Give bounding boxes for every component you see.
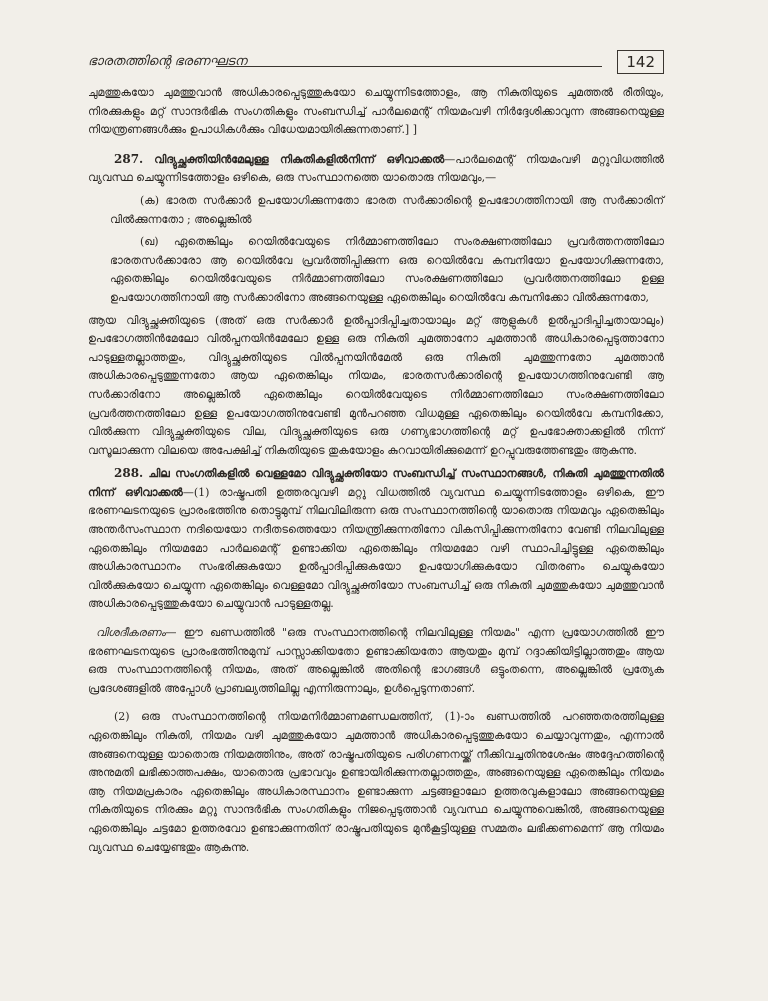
clause-a: (ക) ഭാരത സർക്കാർ ഉപയോഗിക്കുന്നതോ ഭാരത സർക്കാരിന്റെ ഉപഭോഗത്തിനായി ആ സർക്കാരിന് വിൽക്കുന്നതോ ; അല്ലെങ്കിൽ bbox=[110, 193, 664, 226]
section-287-continuation: ആയ വിദ്യുച്ഛക്തിയുടെ (അത് ഒരു സർക്കാർ ഉൽപ്പാദിപ്പിച്ചതായാലും മറ്റ് ആളുകൾ ഉൽപ്പാദിപ്പിച്ചതായാലും) ഉപഭോഗത്തിൻമേലോ വിൽപ്പനയിൻമേലോ ഉള്ള ഒരു നികുതി ചുമത്താനോ ചുമത്താൻ അധികാരപ്പെടുത്താനോ പാടുള്ളതല്ലാത്തതും, വിദ്യുച്ഛക്തിയുടെ വിൽപ്പനയിൻമേൽ ഒരു നികുതി ചുമത്തുന്നതോ ചുമത്താൻ അധികാരപ്പെടുത്തുന്നതോ ആയ ഏതെങ്കിലും നിയമം, ഭാരതസർക്കാരിന്റെ ഉപയോഗത്തിനുവേണ്ടി ആ സർക്കാരിനോ അല്ലെങ്കിൽ ഏതെങ്കിലും റെയിൽവേയുടെ നിർമ്മാണത്തിലോ സംരക്ഷണത്തിലോ പ്രവർത്തനത്തിലോ ഉള്ള ഉപയോഗത്തിനുവേണ്ടി മുൻപറഞ്ഞ വിധമുള്ള ഏതെങ്കിലും റെയിൽവേ കമ്പനിക്കോ, വിൽക്കുന്ന വിദ്യുച്ഛക്തിയുടെ വില, വിദ്യുച്ഛക്തിയുടെ ഒരു ഗണ്യഭാഗത്തിന്റെ മറ്റ് ഉപഭോക്താക്കളിൽ നിന്ന് വസൂലാക്കുന്ന വിലയെ അപേക്ഷിച്ച് നികുതിയുടെ തുകയോളം കുറവായിരിക്കുമെന്ന് ഉറപ്പുവരുത്തേണ്ടതും ആകുന്നു. bbox=[88, 313, 664, 457]
header-rule bbox=[216, 66, 602, 67]
clause-b: (ഖ) ഏതെങ്കിലും റെയിൽവേയുടെ നിർമ്മാണത്തിലോ സംരക്ഷണത്തിലോ പ്രവർത്തനത്തിലോ ഭാരതസർക്കാരോ ആ റെയിൽവേ പ്രവർത്തിപ്പിക്കുന്ന ഒരു റെയിൽവേ കമ്പനിയോ ഉപയോഗിക്കുന്നതോ, ഏതെങ്കിലും റെയിൽവേയുടെ നിർമ്മാണത്തിലോ സംരക്ഷണത്തിലോ പ്രവർത്തനത്തിലോ ഉള്ള ഉപയോഗത്തിനായി ആ സർക്കാരിനോ അങ്ങനെയുള്ള ഏതെങ്കിലും റെയിൽവേ കമ്പനിക്കോ വിൽക്കുന്നതോ, bbox=[110, 235, 664, 304]
page-number: 142 bbox=[617, 50, 664, 74]
paragraph-continuation: ചുമത്തുകയോ ചുമത്തുവാൻ അധികാരപ്പെടുത്തുകയോ ചെയ്യുന്നിടത്തോളം, ആ നികുതിയുടെ ചുമത്തൽ രീതിയും, നിരക്കുകളും മറ്റ് സാന്ദർഭിക സംഗതികളും സംബന്ധിച്ച് പാർലമെന്റ് നിയമംവഴി നിർദ്ദേശിക്കാവുന്ന അങ്ങനെയുള്ള നിയന്ത്രണങ്ങൾക്കും ഉപാധികൾക്കും വിധേയമായിരിക്കുന്നതാണ്.] ] bbox=[88, 86, 664, 137]
section-288-body: —(1) രാഷ്ട്രപതി ഉത്തരവുവഴി മറ്റു വിധത്തിൽ വ്യവസ്ഥ ചെയ്യുന്നിടത്തോളം ഒഴികെ, ഈ ഭരണഘടനയുടെ പ്രാരംഭത്തിനു തൊട്ടുമുമ്പ് നിലവിലിരുന്ന ഒരു സംസ്ഥാനത്തിന്റെ യാതൊരു നിയമവും ഏതെങ്കിലും അന്തർസംസ്ഥാന നദിയെയോ നദീതടത്തെയോ നിയന്ത്രിക്കുന്നതിനോ വികസിപ്പിക്കുന്നതിനോ വേണ്ടി നിലവിലുള്ള ഏതെങ്കിലും നിയമമോ പാർലമെന്റ് ഉണ്ടാക്കിയ ഏതെങ്കിലും നിയമമോ വഴി സ്ഥാപിച്ചിട്ടുള്ള ഏതെങ്കിലും അധികാരസ്ഥാനം സംഭരിക്കുകയോ ഉൽപ്പാദിപ്പിക്കുകയോ ഉപയോഗിക്കുകയോ വിതരണം ചെയ്യുകയോ വിൽക്കുകയോ ചെയ്യുന്ന ഏതെങ്കിലും വെള്ളമോ വിദ്യുച്ഛക്തിയോ സംബന്ധിച്ച് ഒരു നികുതി ചുമത്തുകയോ ചുമത്തുവാൻ അധികാരപ്പെടുത്തുകയോ ചെയ്യുവാൻ പാടുള്ളതല്ല. bbox=[88, 485, 664, 611]
section-287-number: 287. bbox=[114, 151, 144, 166]
section-287-heading: വിദ്യുച്ഛക്തിയിൻമേലുള്ള നികുതികളിൽനിന്ന് ഒഴിവാക്കൽ bbox=[154, 152, 445, 166]
section-288-clause-2: (2) ഒരു സംസ്ഥാനത്തിന്റെ നിയമനിർമ്മാണമണ്ഡലത്തിന്, (1)-ാം ഖണ്ഡത്തിൽ പറഞ്ഞതരത്തിലുള്ള ഏതെങ്കിലും നികുതി, നിയമം വഴി ചുമത്തുകയോ ചുമത്താൻ അധികാരപ്പെടുത്തുകയോ ചെയ്യാവുന്നതും, എന്നാൽ അങ്ങനെയുള്ള യാതൊരു നിയമത്തിനും, അത് രാഷ്ട്രപതിയുടെ പരിഗണനയ്ക്ക് നീക്കിവച്ചതിനുശേഷം അദ്ദേഹത്തിന്റെ അനുമതി ലഭിക്കാത്തപക്ഷം, യാതൊരു പ്രഭാവവും ഉണ്ടായിരിക്കുന്നതല്ലാത്തതും, അങ്ങനെയുള്ള ഏതെങ്കിലും നിയമം ആ നിയമപ്രകാരം ഏതെങ്കിലും അധികാരസ്ഥാനം ഉണ്ടാക്കുന്ന ചട്ടങ്ങളാലോ ഉത്തരവുകളാലോ അങ്ങനെയുള്ള നികുതിയുടെ നിരക്കും മറ്റു സാന്ദർഭിക സംഗതികളും നിജപ്പെടുത്താൻ വ്യവസ്ഥ ചെയ്യുന്നുവെങ്കിൽ, അങ്ങനെയുള്ള ഏതെങ്കിലും ചട്ടമോ ഉത്തരവോ ഉണ്ടാക്കുന്നതിന് രാഷ്ട്രപതിയുടെ മുൻകൂട്ടിയുള്ള സമ്മതം ലഭിക്കണമെന്ന് ആ നിയമം വ്യവസ്ഥ ചെയ്യേണ്ടതും ആകുന്നു. bbox=[88, 710, 664, 854]
running-title: ഭാരതത്തിന്റെ ഭരണഘടന bbox=[88, 54, 247, 69]
section-287 bbox=[88, 150, 664, 188]
section-288-heading: ചില സംഗതികളിൽ വെള്ളമോ വിദ്യുച്ഛക്തിയോ സംബന്ധിച്ച് സംസ്ഥാനങ്ങൾ, നികുതി ചുമത്തുന്നതിൽ നിന്ന് ഒഴിവാക്കൽ bbox=[88, 467, 664, 499]
section-287-body: —പാർലമെന്റ് നിയമംവഴി മറ്റുവിധത്തിൽ വ്യവസ്ഥ ചെയ്യുന്നിടത്തോളം ഒഴികെ, ഒരു സംസ്ഥാനത്തെ യാതൊരു നിയമവും,— bbox=[88, 152, 664, 185]
explanation-body: — ഈ ഖണ്ഡത്തിൽ "ഒരു സംസ്ഥാനത്തിന്റെ നിലവിലുള്ള നിയമം" എന്ന പ്രയോഗത്തിൽ ഈ ഭരണഘടനയുടെ പ്രാരംഭത്തിനുമുമ്പ് പാസ്സാക്കിയതോ ഉണ്ടാക്കിയതോ ആയതും മുമ്പ് റദ്ദാക്കിയിട്ടില്ലാത്തതും ആയ ഒരു സംസ്ഥാനത്തിന്റെ നിയമം, അത് അല്ലെങ്കിൽ അതിന്റെ ഭാഗങ്ങൾ ഒട്ടുംതന്നെ, അല്ലെങ്കിൽ പ്രത്യേക പ്രദേശങ്ങളിൽ അപ്പോൾ പ്രാബല്യത്തിലില്ല എന്നിരുന്നാലും, ഉൾപ്പെടുന്നതാണ്. bbox=[88, 626, 664, 695]
body-text bbox=[88, 84, 664, 857]
explanation bbox=[88, 624, 664, 698]
section-288 bbox=[88, 464, 664, 614]
page-header bbox=[88, 52, 664, 78]
section-288-number: 288. bbox=[114, 466, 144, 481]
explanation-label: വിശദീകരണം bbox=[96, 626, 166, 640]
